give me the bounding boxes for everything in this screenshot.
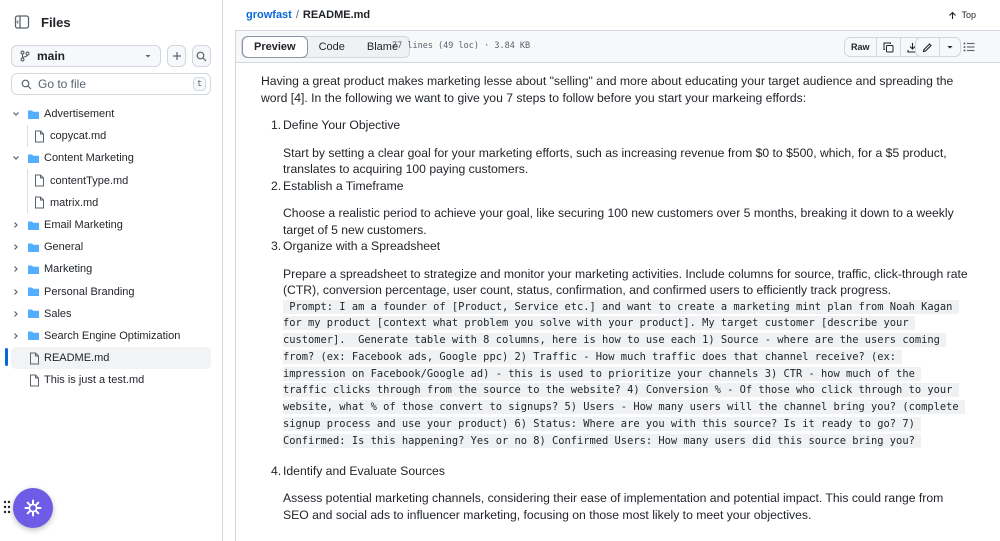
breadcrumb [235,0,1000,31]
step-body: Assess potential marketing channels, considering their ease of implementation and potential impact. This could range from SEO and social ads to influencer marketing, focusing on those most likely to meet your objectives. [283,491,944,522]
main-panel [235,0,1000,541]
go-to-file-search[interactable] [11,73,211,95]
tree-item-label: This is just a test.md [44,374,145,387]
copy-icon [883,42,894,53]
list-number: 1. [271,118,282,132]
list-item [261,463,971,480]
add-file-button[interactable] [167,45,186,67]
step-body: Choose a realistic period to achieve your goal, like securing 100 new customers over 5 months, breaking it down to a weekly target of 5 new customers. [283,206,954,237]
chevron-right-icon[interactable] [12,243,20,251]
tree-folder-general[interactable] [0,236,211,258]
tree-item-label: Marketing [44,263,93,276]
view-tabs [241,36,410,58]
file-sidebar [0,0,223,541]
file-icon [28,374,41,387]
branch-toolbar [11,45,211,67]
chevron-right-icon[interactable] [12,332,20,340]
step-title: Establish a Timeframe [283,178,404,193]
list-item [261,178,971,195]
list-number: 3. [271,239,282,253]
step-title: Define Your Objective [283,118,401,132]
git-branch-icon [20,50,30,62]
file-icon [33,130,46,143]
branch-selector[interactable] [11,45,161,67]
folder-icon [27,285,40,298]
plus-icon [172,51,182,61]
caret-down-icon [144,52,152,60]
file-actions-group [844,37,925,57]
tree-item-label: README.md [44,352,110,365]
drag-handle-icon[interactable] [3,500,11,514]
breadcrumb-separator: / [295,9,299,21]
tree-item-label: Content Marketing [44,152,134,165]
file-icon [33,174,46,187]
tree-item-label: Advertisement [44,108,115,121]
folder-icon [27,307,40,320]
tree-file-readme[interactable] [11,347,211,369]
tree-item-label: contentType.md [50,174,129,187]
folder-icon [27,241,40,254]
chevron-down-icon[interactable] [12,154,20,162]
arrow-up-icon [948,11,957,20]
markdown-body [261,73,971,523]
markdown-preview [235,63,1000,541]
list-item [261,117,971,134]
step-body: Prepare a spreadsheet to strategize and monitor your marketing activities. Include columns for source, traffic, click-through rate (CTR), conversion percentage, user count, status, confirmation, and confirmed users to efficiently track progress. [283,266,968,297]
chevron-down-icon[interactable] [12,110,20,118]
tree-file-contenttype[interactable] [0,170,211,192]
sidebar-header [0,0,223,44]
folder-icon [27,108,40,121]
file-icon [28,352,41,365]
prompt-code-block [283,299,965,450]
tree-folder-email-marketing[interactable] [0,214,211,236]
raw-button[interactable]: Raw [851,42,870,52]
edit-actions-group [915,37,961,57]
chevron-right-icon[interactable] [12,310,20,318]
tab-preview[interactable]: Preview [242,36,308,58]
tree-folder-personal-branding[interactable] [0,281,211,303]
caret-down-icon [946,43,954,51]
tree-item-label: General [44,241,84,254]
search-icon [21,79,32,90]
selected-indicator [5,348,8,366]
pencil-icon [922,42,933,53]
scroll-top-label: Top [961,10,976,20]
sidebar-collapse-icon[interactable] [14,14,30,30]
tree-file-copycat[interactable] [0,125,211,147]
step-title: Organize with a Spreadsheet [283,239,441,253]
list-number: 2. [271,178,282,193]
tree-folder-content-marketing[interactable] [0,147,211,169]
tab-blame[interactable]: Blame [366,41,399,53]
branch-name: main [37,49,66,63]
step-title: Identify and Evaluate Sources [283,463,445,478]
tree-item-label: matrix.md [50,196,99,209]
folder-icon [27,263,40,276]
tree-file-test[interactable] [0,369,211,391]
tree-item-label: Search Engine Optimization [44,329,181,342]
tree-item-label: Email Marketing [44,219,123,232]
tree-file-matrix[interactable] [0,192,211,214]
list-number: 4. [271,463,282,478]
outline-list-icon[interactable] [963,41,975,53]
file-icon [33,196,46,209]
chevron-right-icon[interactable] [12,265,20,273]
copy-button[interactable] [876,38,900,56]
scroll-top-button[interactable] [948,10,976,20]
tree-folder-search-engine-optimization[interactable] [0,325,211,347]
file-header [235,31,1000,63]
search-icon [196,51,207,62]
list-item [261,238,971,255]
keyboard-shortcut-hint: t [193,77,206,91]
breadcrumb-repo-link[interactable]: growfast [246,9,292,21]
search-files-button[interactable] [192,45,211,67]
intro-paragraph: Having a great product makes marketing lesse about "selling" and more about educating your target audience and spreading the word [4]. In the following we want to give you 7 steps to follow before you start your markeing effords: [261,74,954,105]
tab-code[interactable]: Code [318,41,345,53]
edit-button[interactable] [916,38,939,56]
folder-icon [27,329,40,342]
go-to-file-input[interactable] [38,77,193,91]
tree-folder-advertisement[interactable] [0,103,211,125]
chevron-right-icon[interactable] [12,288,20,296]
folder-icon [27,219,40,232]
tree-item-label: copycat.md [50,130,107,143]
tree-folder-sales[interactable] [0,303,211,325]
sidebar-title: Files [41,14,71,30]
chevron-right-icon[interactable] [12,221,20,229]
file-meta: 77 lines (49 loc) · 3.84 KB [392,41,531,51]
tree-folder-marketing[interactable] [0,258,211,280]
code-text: Prompt: I am a founder of [Product, Service etc.] and want to create a marketing mint plan from Noah Kagan for my product [context what problem you solve with your product]. My target customer [describe your customer]. Generate table with 8 columns, here is how to use each 1) Source - where are the users coming from? (ex: Facebook ads, Google ppc) 2) Traffic - How much traffic does that channel receive? (ex: impression on Facebook/Google ad) - this is used to prioritize your channels 3) CTR - how much of the traffic clicks through from the source to the website? 4) Conversion % - Of those who click through to your website, what % of those convert to signups? 5) Users - How many users will the channel bring you? (complete signup process and use your product) 6) Status: Where are you with this source? Is it ready to go? 7) Confirmed: Is this happening? Yes or no 8) Confirmed Users: How many users did this source bring you? [283,300,965,447]
tree-item-label: Sales [44,307,72,320]
tree-item-label: Personal Branding [44,285,135,298]
folder-icon [27,152,40,165]
gear-icon [24,499,42,517]
breadcrumb-file: README.md [302,9,371,21]
assistant-fab-button[interactable] [13,488,53,528]
file-tree [0,103,222,391]
edit-menu-button[interactable] [939,38,960,56]
step-body: Start by setting a clear goal for your marketing efforts, such as increasing revenue from $0 to $500, which, for a $5 product, translates to acquiring 100 paying customers. [283,145,947,176]
